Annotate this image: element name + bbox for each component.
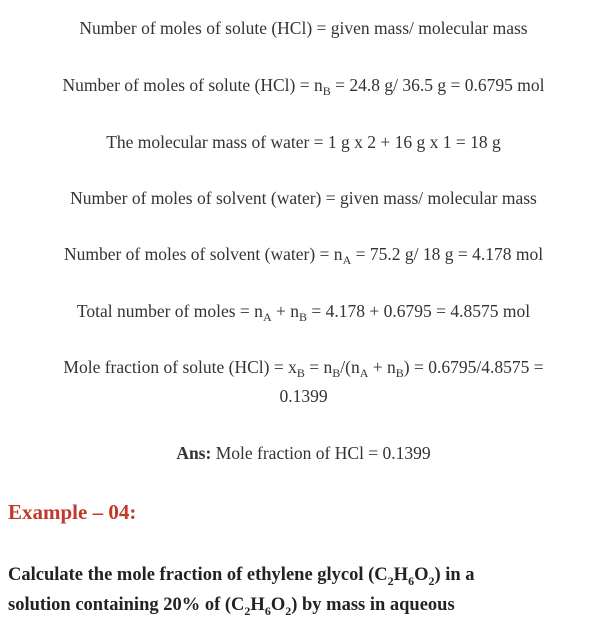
question-text: ) by mass in aqueous bbox=[291, 595, 455, 615]
moles-solvent-formula bbox=[0, 187, 607, 209]
subscript: A bbox=[359, 366, 369, 380]
line-text: + n bbox=[368, 357, 396, 377]
line-text: Mole fraction of solute (HCl) = x bbox=[63, 357, 297, 377]
answer-label: Ans: bbox=[176, 443, 212, 463]
subscript: B bbox=[296, 366, 305, 380]
line-text: /(n bbox=[340, 357, 360, 377]
question-text: O bbox=[270, 595, 286, 615]
line-text: = 24.8 g/ 36.5 g = 0.6795 mol bbox=[330, 75, 545, 95]
question-text: H bbox=[250, 595, 265, 615]
line-text: Number of moles of solvent (water) = n bbox=[63, 244, 343, 264]
line-text: Total number of moles = n bbox=[76, 301, 263, 321]
subscript: 2 bbox=[428, 574, 435, 588]
example-question bbox=[8, 560, 603, 620]
subscript: B bbox=[322, 84, 331, 98]
line-text: = 4.178 + 0.6795 = 4.8575 mol bbox=[307, 301, 531, 321]
line-text: ) = 0.6795/4.8575 = bbox=[403, 357, 544, 377]
line-text: Number of moles of solute (HCl) = n bbox=[62, 75, 323, 95]
subscript: 2 bbox=[244, 604, 251, 618]
mole-fraction-result bbox=[0, 385, 607, 407]
line-text: = 75.2 g/ 18 g = 4.178 mol bbox=[351, 244, 544, 264]
example-heading: Example – 04: bbox=[8, 500, 137, 524]
moles-solvent-calculation bbox=[0, 243, 607, 265]
answer-text: Mole fraction of HCl = 0.1399 bbox=[211, 443, 431, 463]
question-text: solution containing 20% of (C bbox=[8, 595, 245, 615]
moles-solute-formula bbox=[0, 17, 607, 39]
question-line-2 bbox=[8, 590, 603, 620]
question-line-1 bbox=[8, 560, 603, 590]
line-text: + n bbox=[271, 301, 299, 321]
subscript: A bbox=[262, 310, 272, 324]
subscript: B bbox=[332, 366, 341, 380]
line-text: The molecular mass of water = 1 g x 2 + 16 g x 1 = 18 g bbox=[106, 132, 501, 152]
line-text: Number of moles of solvent (water) = given mass/ molecular mass bbox=[70, 188, 537, 208]
mole-fraction-calculation bbox=[0, 356, 607, 378]
subscript: 6 bbox=[264, 604, 271, 618]
question-text: Calculate the mole fraction of ethylene glycol (C bbox=[8, 565, 388, 585]
line-text: = n bbox=[304, 357, 333, 377]
line-text: Number of moles of solute (HCl) = given mass/ molecular mass bbox=[79, 18, 528, 38]
water-molecular-mass bbox=[0, 131, 607, 153]
question-text: ) in a bbox=[434, 565, 475, 585]
subscript: 2 bbox=[387, 574, 394, 588]
total-moles-calculation bbox=[0, 300, 607, 322]
moles-solute-calculation bbox=[0, 74, 607, 96]
answer-line bbox=[0, 442, 607, 464]
subscript: B bbox=[298, 310, 307, 324]
subscript: B bbox=[395, 366, 404, 380]
question-text: H bbox=[393, 565, 409, 585]
subscript: 2 bbox=[285, 604, 292, 618]
question-text: O bbox=[414, 565, 429, 585]
subscript: A bbox=[342, 253, 352, 267]
line-text: 0.1399 bbox=[279, 386, 328, 406]
subscript: 6 bbox=[408, 574, 415, 588]
